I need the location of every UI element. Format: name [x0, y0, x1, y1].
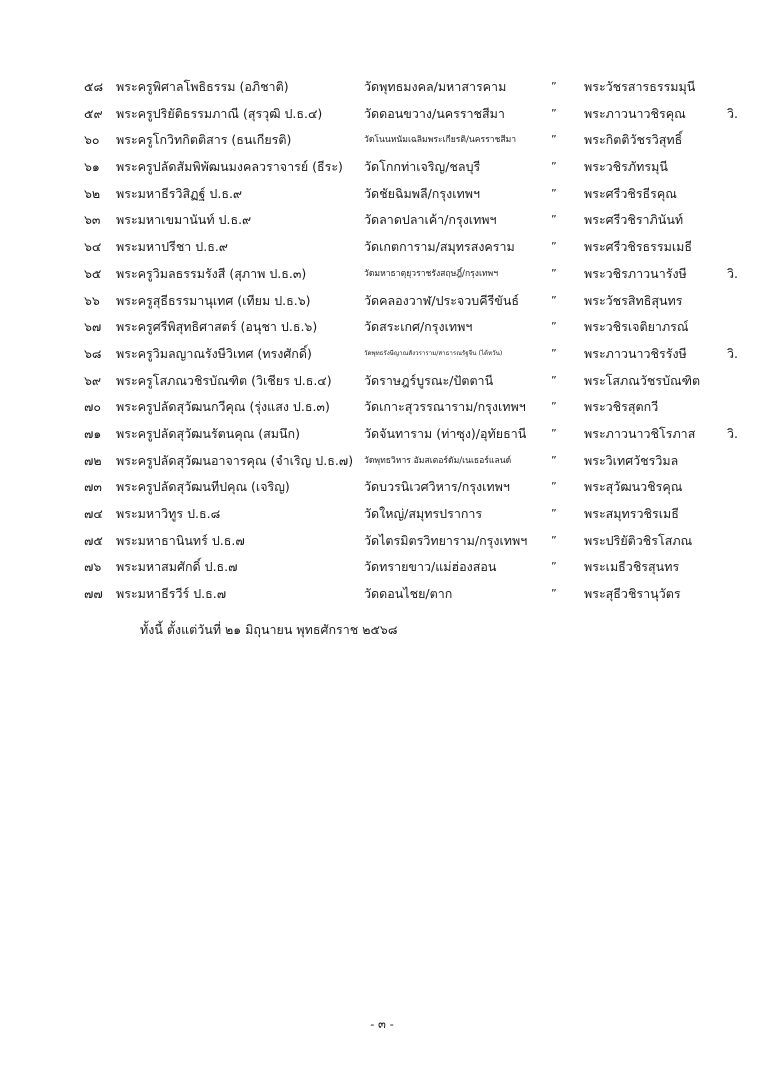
list-item — [0, 234, 764, 261]
ditto-mark: ” — [551, 587, 557, 601]
ditto-mark: ” — [551, 507, 557, 520]
new-title: พระภาวนาวชิรคุณ — [584, 105, 686, 121]
new-title: พระศรีวชิรธรรมเมธี — [584, 239, 692, 255]
current-name: พระครูโสภณวชิรบัณฑิต (วิเชียร ป.ธ.๔) — [116, 372, 332, 388]
temple-name: วัดพุทธรังษีญาณสังวราราม/สาธารณรัฐจีน (ไต้หวัน) — [364, 349, 503, 357]
entry-number: ๖๑ — [84, 159, 100, 175]
entry-number: ๗๐ — [84, 399, 102, 415]
ditto-mark: ” — [551, 266, 557, 280]
temple-name: วัดพุทธวิหาร อัมสเตอร์ดัม/เนเธอร์แลนด์ — [364, 455, 512, 466]
temple-name: วัดดอนขวาง/นครราชสีมา — [364, 105, 505, 121]
current-name: พระครูปลัดสุวัฒนกวีคุณ (รุ่งแสง ป.ธ.๓) — [116, 399, 330, 415]
new-title: พระวิเทศวัชรวิมล — [584, 452, 679, 468]
current-name: พระครูปลัดสุวัฒนรัตนคุณ (สมนึก) — [116, 425, 300, 441]
ditto-mark: ” — [551, 80, 557, 93]
entry-number: ๖๒ — [84, 185, 101, 201]
current-name: พระครูวิมลธรรมรังสี (สุภาพ ป.ธ.๓) — [116, 265, 307, 281]
entry-number: ๗๗ — [84, 586, 103, 602]
entry-number: ๖๕ — [84, 265, 102, 281]
ditto-mark: ” — [551, 560, 557, 574]
entry-number: ๕๘ — [84, 79, 104, 94]
current-name: พระครูปลัดสัมพิพัฒนมงคลวราจารย์ (ธีระ) — [116, 159, 343, 175]
new-title: พระสมุทรวชิรเมธี — [584, 506, 679, 521]
current-name: พระครูพิศาลโพธิธรรม (อภิชาติ) — [116, 79, 289, 94]
appointment-list — [0, 74, 764, 608]
new-title: พระเมธีวชิรสุนทร — [584, 559, 680, 575]
list-item — [0, 261, 764, 288]
temple-name: วัดเกตการาม/สมุทรสงคราม — [364, 239, 515, 255]
temple-name: วัดเกาะสุวรรณาราม/กรุงเทพฯ — [364, 399, 526, 415]
current-name: พระครูสุธีธรรมานุเทศ (เทียม ป.ธ.๖) — [116, 292, 311, 308]
ditto-mark: ” — [551, 453, 557, 467]
temple-name: วัดบวรนิเวศวิหาร/กรุงเทพฯ — [364, 479, 510, 495]
ditto-mark: ” — [551, 160, 557, 174]
temple-name: วัดไตรมิตรวิทยาราม/กรุงเทพฯ — [364, 532, 528, 548]
ditto-mark: ” — [551, 400, 557, 414]
temple-name: วัดจันทาราม (ท่าซุง)/อุทัยธานี — [364, 425, 527, 441]
temple-name: วัดพุทธมงคล/มหาสารคาม — [364, 79, 507, 94]
temple-name: วัดคลองวาฬ/ประจวบคีรีขันธ์ — [364, 292, 519, 308]
temple-name: วัดราษฎร์บูรณะ/ปัตตานี — [364, 372, 494, 388]
entry-number: ๕๙ — [84, 105, 103, 121]
vipassana-mark: วิ. — [727, 105, 738, 121]
new-title: พระวชิรภัทรมุนี — [584, 159, 668, 175]
entry-number: ๗๔ — [84, 506, 103, 521]
current-name: พระมหาวิทูร ป.ธ.๘ — [116, 506, 221, 521]
list-item — [0, 501, 764, 528]
current-name: พระครูวิมลญาณรังษีวิเทศ (ทรงศักดิ์) — [116, 345, 312, 361]
entry-number: ๖๓ — [84, 212, 101, 228]
list-item — [0, 394, 764, 421]
ditto-mark: ” — [551, 480, 557, 494]
list-item — [0, 154, 764, 181]
entry-number: ๖๐ — [84, 132, 100, 148]
new-title: พระภาวนาวชิรรังษี — [584, 345, 687, 361]
ditto-mark: ” — [551, 213, 557, 227]
entry-number: ๗๕ — [84, 532, 103, 548]
entry-number: ๖๙ — [84, 372, 102, 388]
ditto-mark: ” — [551, 186, 557, 200]
temple-name: วัดชัยฉิมพลี/กรุงเทพฯ — [364, 185, 480, 201]
ditto-mark: ” — [551, 346, 557, 360]
ditto-mark: ” — [551, 320, 557, 334]
new-title: พระวชิรเจติยาภรณ์ — [584, 319, 689, 335]
current-name: พระมหาธานินทร์ ป.ธ.๗ — [116, 532, 245, 548]
current-name: พระมหาธีรวีร์ ป.ธ.๗ — [116, 586, 227, 602]
new-title: พระสุธีวชิรานุวัตร — [584, 586, 681, 602]
current-name: พระมหาธีรวิสิฏฐ์ ป.ธ.๙ — [116, 185, 243, 201]
ditto-mark: ” — [551, 533, 557, 547]
entry-number: ๗๑ — [84, 425, 102, 441]
list-item — [0, 581, 764, 608]
new-title: พระวชิรสุตกวี — [584, 399, 659, 415]
ditto-mark: ” — [551, 106, 557, 120]
temple-name: วัดสระเกศ/กรุงเทพฯ — [364, 319, 473, 335]
entry-number: ๗๓ — [84, 479, 102, 495]
list-item — [0, 528, 764, 555]
new-title: พระปริยัติวชิรโสภณ — [584, 532, 693, 548]
list-item — [0, 288, 764, 315]
new-title: พระวัชรสิทธิสุนทร — [584, 292, 683, 308]
ditto-mark: ” — [551, 240, 557, 254]
current-name: พระครูปลัดสุวัฒนทีปคุณ (เจริญ) — [116, 479, 290, 495]
current-name: พระครูปลัดสุวัฒนอาจารคุณ (จำเริญ ป.ธ.๗) — [116, 452, 354, 468]
temple-name: วัดโนนหนัมเฉลิมพระเกียรติ/นครราชสีมา — [364, 135, 517, 146]
ditto-mark: ” — [551, 426, 557, 440]
temple-name: วัดมหาธาตุยุวราชรังสฤษฎิ์/กรุงเทพฯ — [364, 268, 499, 279]
current-name: พระครูศรีพิสุทธิศาสตร์ (อนุชา ป.ธ.๖) — [116, 319, 318, 335]
new-title: พระโสภณวัชรบัณฑิต — [584, 372, 701, 388]
list-item — [0, 314, 764, 341]
new-title: พระศรีวชิราภินันท์ — [584, 212, 684, 228]
new-title: พระศรีวชิรธีรคุณ — [584, 185, 677, 201]
entry-number: ๖๔ — [84, 239, 102, 255]
list-item — [0, 101, 764, 128]
entry-number: ๗๖ — [84, 559, 102, 575]
vipassana-mark: วิ. — [727, 425, 738, 441]
temple-name: วัดใหญ่/สมุทรปราการ — [364, 506, 483, 521]
current-name: พระครูปริยัติธรรมภาณี (สุรวุฒิ ป.ธ.๔) — [116, 105, 323, 121]
list-item — [0, 368, 764, 395]
entry-number: ๖๗ — [84, 319, 102, 335]
list-item — [0, 74, 764, 101]
new-title: พระวชิรภาวนารังษี — [584, 265, 687, 281]
ditto-mark: ” — [551, 373, 557, 387]
vipassana-mark: วิ. — [727, 345, 738, 361]
entry-number: ๖๖ — [84, 292, 100, 308]
list-item — [0, 207, 764, 234]
list-item — [0, 341, 764, 368]
entry-number: ๖๘ — [84, 345, 102, 361]
new-title: พระวัชรสารธรรมมุนี — [584, 79, 696, 94]
list-item — [0, 474, 764, 501]
current-name: พระมหาปรีชา ป.ธ.๙ — [116, 239, 228, 255]
page-number: - ๓ - — [370, 1017, 394, 1031]
current-name: พระครูโกวิทกิตติสาร (ธนเกียรติ) — [116, 132, 292, 148]
list-item — [0, 554, 764, 581]
temple-name: วัดทรายขาว/แม่ฮ่องสอน — [364, 559, 497, 575]
list-item — [0, 127, 764, 154]
list-item — [0, 181, 764, 208]
new-title: พระภาวนาวชิโรภาส — [584, 425, 696, 441]
current-name: พระมหาเขมานันท์ ป.ธ.๙ — [116, 212, 252, 228]
temple-name: วัดโกกท่าเจริญ/ชลบุรี — [364, 159, 481, 175]
entry-number: ๗๒ — [84, 452, 102, 468]
temple-name: วัดดอนไชย/ตาก — [364, 586, 453, 602]
new-title: พระกิตติวัชรวิสุทธิ์ — [584, 132, 683, 148]
temple-name: วัดลาดปลาเค้า/กรุงเทพฯ — [364, 212, 497, 228]
list-item — [0, 448, 764, 475]
current-name: พระมหาสมศักดิ์ ป.ธ.๗ — [116, 559, 238, 575]
effective-date-statement: ทั้งนี้ ตั้งแต่วันที่ ๒๑ มิถุนายน พุทธศักราช ๒๕๖๘ — [140, 622, 398, 637]
new-title: พระสุวัฒนวชิรคุณ — [584, 479, 683, 495]
list-item — [0, 421, 764, 448]
ditto-mark: ” — [551, 293, 557, 307]
ditto-mark: ” — [551, 133, 557, 147]
vipassana-mark: วิ. — [727, 265, 738, 281]
